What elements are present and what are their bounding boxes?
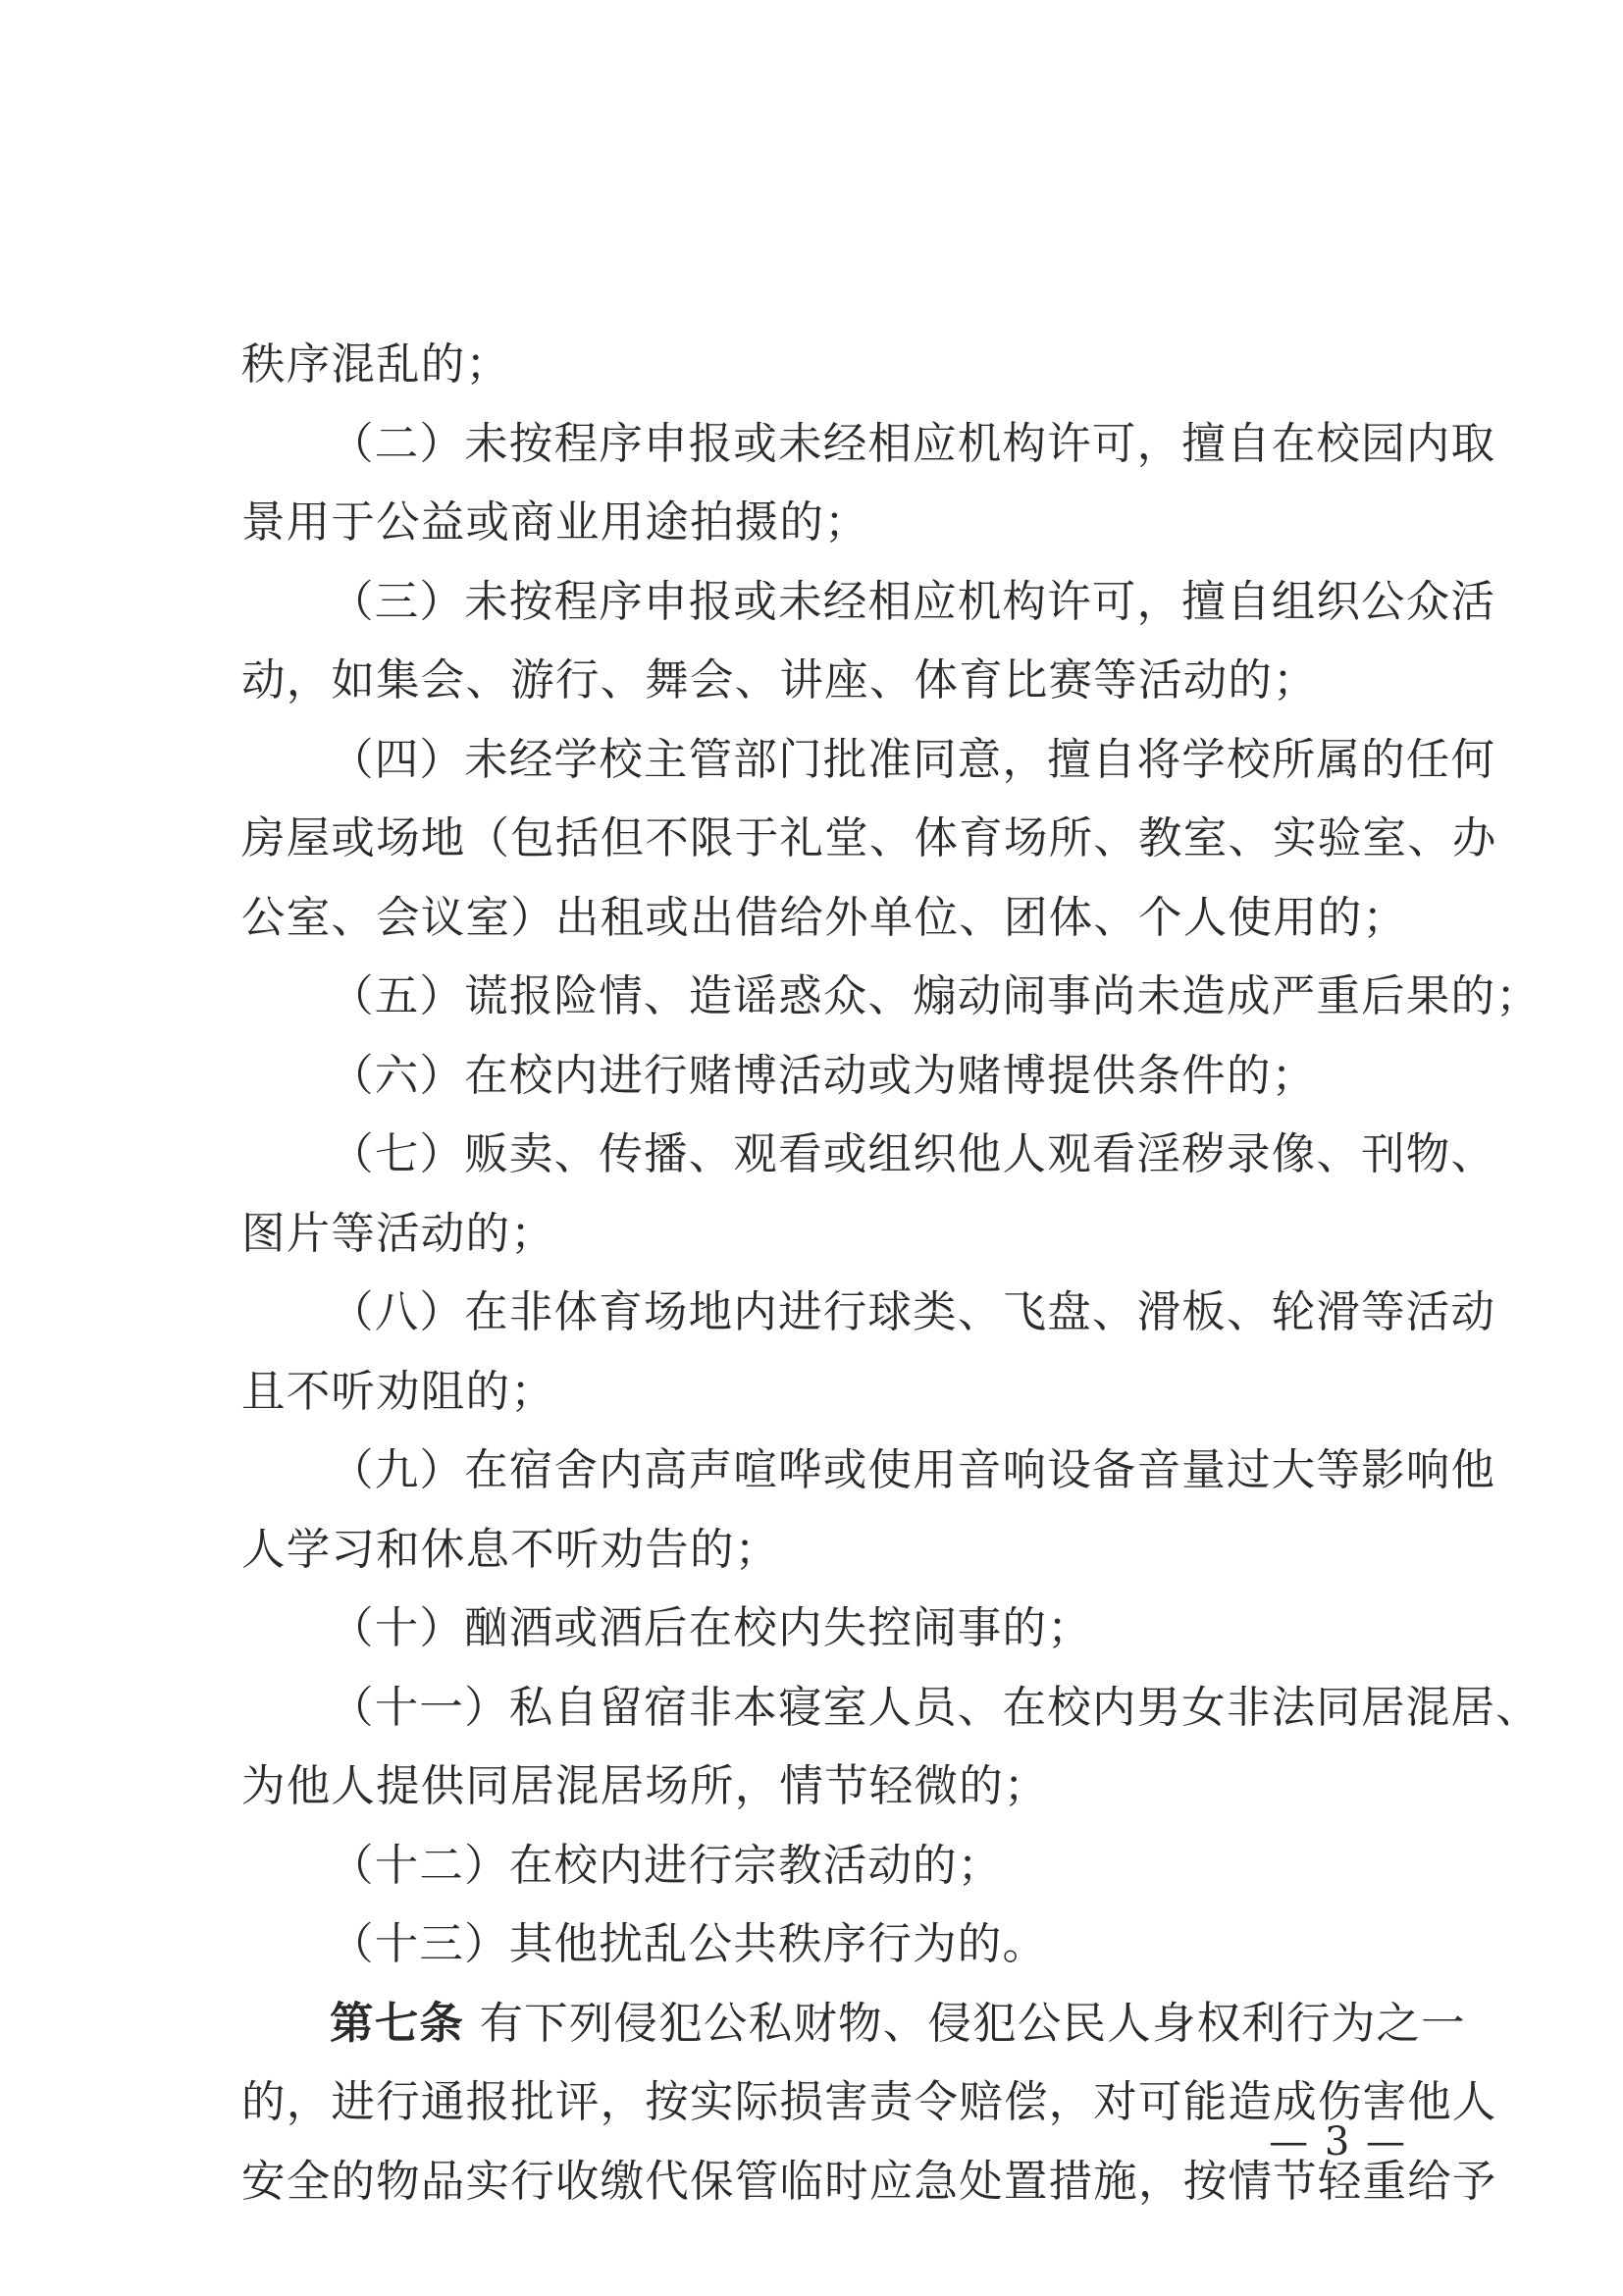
text-line: （四）未经学校主管部门批准同意，擅自将学校所属的任何	[330, 734, 1496, 785]
text-line: 房屋或场地（包括但不限于礼堂、体育场所、教室、实验室、办	[241, 813, 1497, 863]
document-body	[241, 326, 1541, 2221]
text-line: （五）谎报险情、造谣惑众、煽动闹事尚未造成严重后果的；	[330, 971, 1541, 1021]
text-line: 动，如集会、游行、舞会、讲座、体育比赛等活动的；	[241, 655, 1318, 705]
text-line: （十一）私自留宿非本寝室人员、在校内男女非法同居混居、	[330, 1682, 1541, 1733]
text-line: （七）贩卖、传播、观看或组织他人观看淫秽录像、刊物、	[330, 1129, 1496, 1179]
text-line: 安全的物品实行收缴代保管临时应急处置措施，按情节轻重给予	[241, 2156, 1497, 2207]
text-line: 的，进行通报批评，按实际损害责令赔偿，对可能造成伤害他人	[241, 2077, 1497, 2127]
text-line: 人学习和休息不听劝告的；	[241, 1524, 780, 1575]
text-line: （十三）其他扰乱公共秩序行为的。	[330, 1919, 1048, 1969]
text-line: 景用于公益或商业用途拍摄的；	[241, 497, 869, 548]
text-line: 为他人提供同居混居场所，情节轻微的；	[241, 1761, 1049, 1811]
text-line: 公室、会议室）出租或出借给外单位、团体、个人使用的；	[241, 892, 1408, 943]
article-7-first-line	[241, 1985, 1466, 2064]
text-line: （八）在非体育场地内进行球类、飞盘、滑板、轮滑等活动	[330, 1287, 1496, 1337]
text-line: （九）在宿舍内高声喧哗或使用音响设备音量过大等影响他	[330, 1445, 1496, 1495]
article-7-text: 有下列侵犯公私财物、侵犯公民人身权利行为之一	[464, 1998, 1466, 2049]
article-7-heading: 第七条	[330, 1998, 465, 2049]
text-line: （三）未按程序申报或未经相应机构许可，擅自组织公众活	[330, 576, 1496, 627]
page-number: — 3 —	[1269, 2119, 1407, 2165]
text-line: 图片等活动的；	[241, 1208, 555, 1259]
text-line: （二）未按程序申报或未经相应机构许可，擅自在校园内取	[330, 418, 1496, 469]
text-line: （十二）在校内进行宗教活动的；	[330, 1840, 1003, 1891]
text-line: 秩序混乱的；	[241, 339, 511, 390]
text-line: （十）酗酒或酒后在校内失控闹事的；	[330, 1603, 1092, 1653]
text-line: （六）在校内进行赌博活动或为赌博提供条件的；	[330, 1050, 1317, 1101]
text-line: 且不听劝阻的；	[241, 1366, 555, 1417]
